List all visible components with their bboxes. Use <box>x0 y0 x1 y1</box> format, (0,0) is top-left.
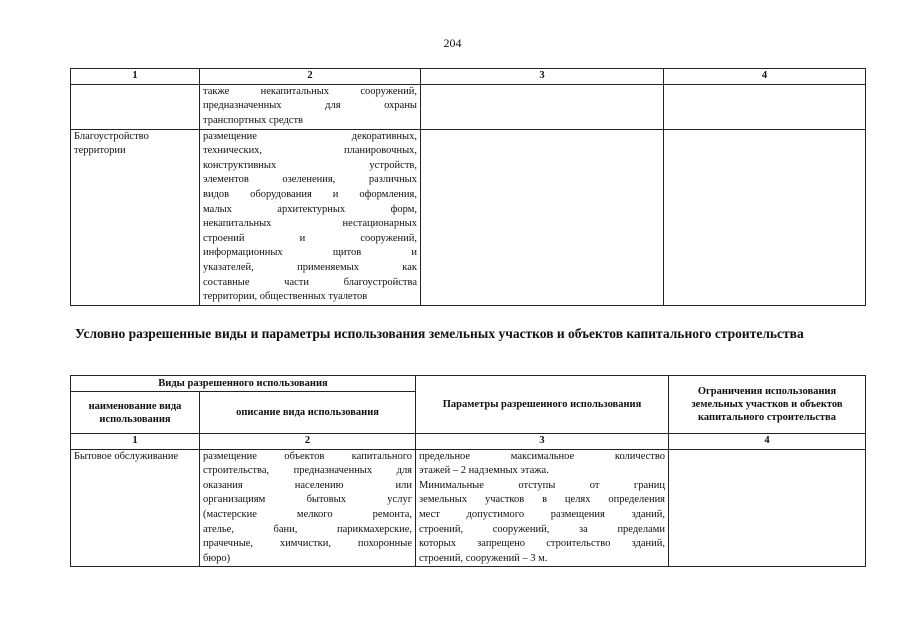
description-line: транспортных средств <box>203 114 304 126</box>
permitted-uses-table-continued <box>70 68 866 306</box>
column-number-1: 1 <box>71 434 200 450</box>
description-line: элементов озеленения, различных <box>203 174 417 186</box>
use-description-cell <box>200 129 421 305</box>
table-column-numbers-row <box>71 69 866 85</box>
description-line: (мастерские мелкого ремонта, <box>203 508 413 520</box>
table-row <box>71 449 866 567</box>
limits-cell <box>664 129 866 305</box>
column-number-4: 4 <box>669 434 866 450</box>
description-line: оказания населению или <box>203 479 413 491</box>
parameter-line: Минимальные отступы от границ <box>419 479 666 491</box>
parameters-cell <box>416 449 669 567</box>
conditional-uses-table <box>70 375 866 567</box>
description-line: также некапитальных сооружений, <box>203 85 417 97</box>
description-line: организациям бытовых услуг <box>203 494 413 506</box>
description-line: предназначенных для охраны <box>203 100 417 112</box>
table-column-numbers-row <box>71 434 866 450</box>
description-line: прачечные, химчистки, похоронные <box>203 538 413 550</box>
parameter-line: строений, сооружений – 3 м. <box>419 552 548 564</box>
limits-header: Ограничения использования земельных участков и объектов капитального строительства <box>669 376 866 434</box>
limits-cell <box>664 84 866 129</box>
uses-group-header: Виды разрешенного использования <box>71 376 416 392</box>
description-line: видов оборудования и оформления, <box>203 188 417 200</box>
description-line: строительства, предназначенных для <box>203 465 413 477</box>
use-name-cell: Благоустройство территории <box>71 129 200 305</box>
parameter-line: мест допустимого размещения зданий, <box>419 508 666 520</box>
parameter-line: которых запрещено строительство зданий, <box>419 538 666 550</box>
description-line: территории, общественных туалетов <box>203 291 368 303</box>
table-row <box>71 84 866 129</box>
column-number-4: 4 <box>664 69 866 85</box>
description-line: малых архитектурных форм, <box>203 203 417 215</box>
description-line: конструктивных устройств, <box>203 159 417 171</box>
parameter-line: этажей – 2 надземных этажа. <box>419 465 549 477</box>
use-name-cell <box>71 84 200 129</box>
use-name-header: наименование вида использования <box>71 392 200 434</box>
use-description-cell <box>200 84 421 129</box>
use-name-cell: Бытовое обслуживание <box>71 449 200 567</box>
use-description-cell <box>200 449 416 567</box>
table-header-row <box>71 376 866 392</box>
parameter-line: земельных участков в целях определения <box>419 494 666 506</box>
section-heading: Условно разрешенные виды и параметры использования земельных участков и объектов капитального строительства <box>75 326 804 341</box>
column-number-2: 2 <box>200 434 416 450</box>
parameters-cell <box>421 129 664 305</box>
parameters-header: Параметры разрешенного использования <box>416 376 669 434</box>
limits-cell <box>669 449 866 567</box>
use-description-header: описание вида использования <box>200 392 416 434</box>
page-number: 204 <box>443 36 462 50</box>
description-line: бюро) <box>203 552 231 564</box>
description-line: информационных щитов и <box>203 247 417 259</box>
table-row <box>71 129 866 305</box>
description-line: составные части благоустройства <box>203 276 417 288</box>
parameter-line: строений, сооружений, за пределами <box>419 523 666 535</box>
description-line: некапитальных нестационарных <box>203 218 417 230</box>
description-line: строений и сооружений, <box>203 232 417 244</box>
description-line: указателей, применяемых как <box>203 261 417 273</box>
parameters-cell <box>421 84 664 129</box>
description-line: размещение объектов капитального <box>203 450 413 462</box>
description-line: ателье, бани, парикмахерские, <box>203 523 413 535</box>
column-number-2: 2 <box>200 69 421 85</box>
column-number-1: 1 <box>71 69 200 85</box>
description-line: технических, планировочных, <box>203 145 417 157</box>
column-number-3: 3 <box>416 434 669 450</box>
parameter-line: предельное максимальное количество <box>419 450 666 462</box>
column-number-3: 3 <box>421 69 664 85</box>
description-line: размещение декоративных, <box>203 130 417 142</box>
